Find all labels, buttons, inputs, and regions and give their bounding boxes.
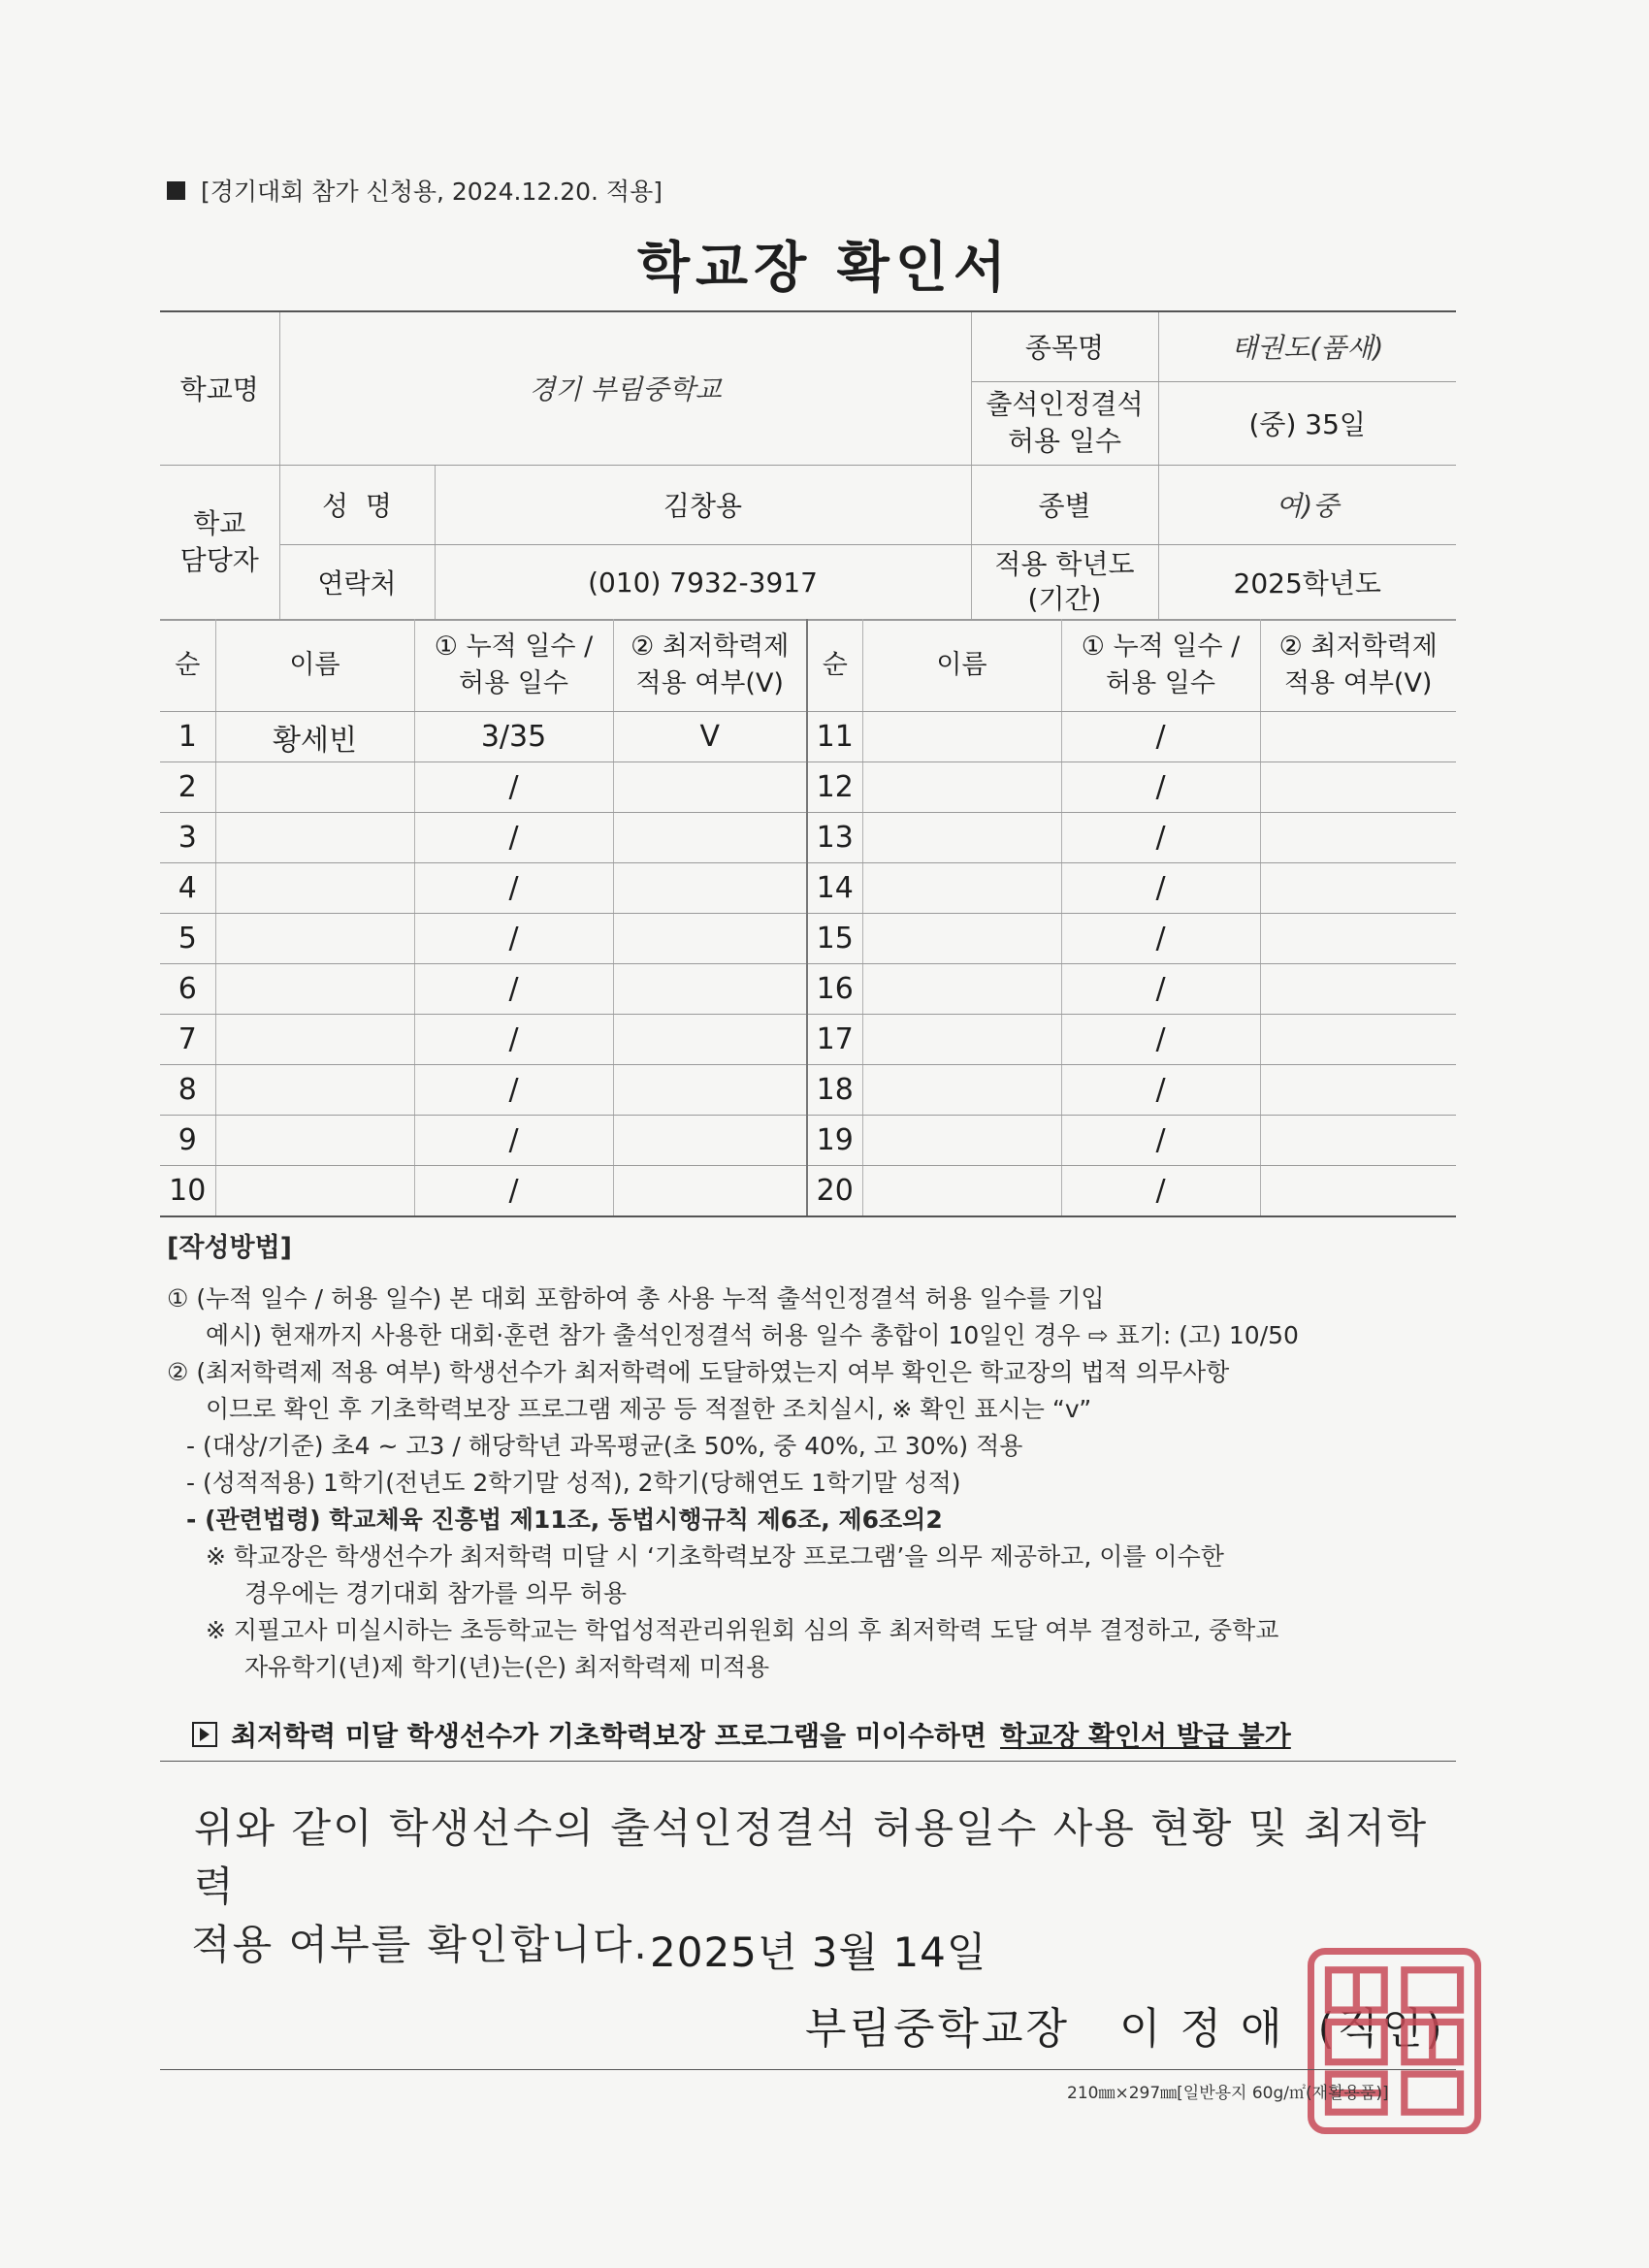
row-min — [1260, 813, 1456, 863]
square-bullet-icon — [167, 181, 185, 200]
writing-guide — [167, 1230, 1457, 1686]
row-min — [613, 863, 807, 914]
principal-signature-line: 부림중학교장 이 정 애 (직인) — [805, 2004, 1445, 2054]
confirm-line-2: 적용 여부를 확인합니다. — [191, 1921, 649, 1968]
row-min — [613, 914, 807, 964]
col-min-left-1: ② 최저학력제 — [630, 632, 790, 662]
header-note — [167, 173, 663, 208]
guide-line-3: ② (최저학력제 적용 여부) 학생선수가 최저학력에 도달하였는지 여부 확인은 학교장의 법적 의무사항 — [167, 1358, 1230, 1386]
guide-line-9: 경우에는 경기대회 참가를 의무 허용 — [244, 1579, 628, 1607]
col-no-right: 순 — [807, 620, 862, 712]
col-no-left: 순 — [160, 620, 215, 712]
row-days: 3/35 — [414, 712, 613, 762]
guide-line-2: 예시) 현재까지 사용한 대회·훈련 참가 출석인정결석 허용 일수 총합이 10일인 경우 ⇨ 표기: (고) 10/50 — [206, 1321, 1299, 1349]
row-name — [215, 1065, 414, 1116]
col-name-right: 이름 — [862, 620, 1061, 712]
row-no: 5 — [160, 914, 215, 964]
row-min — [613, 964, 807, 1015]
col-min-right-2: 적용 여부(V) — [1284, 668, 1433, 698]
col-days-left — [414, 620, 613, 712]
row-no: 7 — [160, 1015, 215, 1065]
year-label — [971, 544, 1158, 620]
row-no: 1 — [160, 712, 215, 762]
row-days: / — [414, 863, 613, 914]
row-name — [862, 1116, 1061, 1166]
year-label-2: (기간) — [1027, 583, 1102, 615]
row-days: / — [414, 1166, 613, 1217]
row-days: / — [414, 813, 613, 863]
row-days: / — [414, 1116, 613, 1166]
guide-line-11: 자유학기(년)제 학기(년)는(은) 최저학력제 미적용 — [244, 1653, 770, 1681]
row-min — [1260, 964, 1456, 1015]
row-days: / — [1061, 1166, 1260, 1217]
table-row — [160, 1116, 1456, 1166]
divider — [160, 1761, 1456, 1762]
row-name — [215, 914, 414, 964]
row-min — [1260, 1116, 1456, 1166]
table-row — [160, 762, 1456, 813]
row-no: 12 — [807, 762, 862, 813]
row-min — [1260, 863, 1456, 914]
row-days: / — [1061, 914, 1260, 964]
row-days: / — [414, 1015, 613, 1065]
col-days-left-1: ① 누적 일수 / — [434, 632, 594, 662]
school-value: 경기 부림중학교 — [279, 311, 971, 465]
row-days: / — [1061, 1116, 1260, 1166]
col-min-right — [1260, 620, 1456, 712]
row-no: 9 — [160, 1116, 215, 1166]
row-days: / — [1061, 964, 1260, 1015]
table-row — [160, 813, 1456, 863]
row-name — [862, 762, 1061, 813]
row-min — [1260, 1015, 1456, 1065]
phone-label: 연락처 — [279, 544, 435, 620]
row-no: 3 — [160, 813, 215, 863]
row-name — [862, 813, 1061, 863]
row-no: 6 — [160, 964, 215, 1015]
school-label: 학교명 — [160, 311, 279, 465]
year-value: 2025학년도 — [1158, 544, 1456, 620]
event-label: 종목명 — [971, 311, 1158, 381]
row-name: 황세빈 — [215, 712, 414, 762]
official-seal-icon — [1308, 1948, 1481, 2134]
row-days: / — [1061, 712, 1260, 762]
row-name — [862, 1166, 1061, 1217]
guide-line-7: - (관련법령) 학교체육 진흥법 제11조, 동법시행규칙 제6조, 제6조의2 — [186, 1506, 943, 1534]
footer-divider — [160, 2069, 1456, 2070]
row-min — [613, 1065, 807, 1116]
table-row — [160, 863, 1456, 914]
row-name — [862, 1015, 1061, 1065]
row-min — [1260, 1065, 1456, 1116]
paper-spec: 210㎜×297㎜[일반용지 60g/㎡(재활용품)] — [1067, 2084, 1389, 2103]
row-min — [1260, 914, 1456, 964]
contact-group-label — [160, 465, 279, 620]
row-name — [215, 964, 414, 1015]
row-name — [862, 712, 1061, 762]
table-row — [160, 712, 1456, 762]
row-days: / — [414, 914, 613, 964]
col-days-right — [1061, 620, 1260, 712]
row-name — [215, 1116, 414, 1166]
col-name-left: 이름 — [215, 620, 414, 712]
row-name — [862, 1065, 1061, 1116]
note-text-a: 최저학력 미달 학생선수가 기초학력보장 프로그램을 미이수하면 — [231, 1720, 987, 1752]
boxed-arrow-icon — [192, 1722, 217, 1747]
name-label: 성 명 — [279, 465, 435, 544]
row-min: V — [613, 712, 807, 762]
table-row — [160, 1015, 1456, 1065]
table-row — [160, 1065, 1456, 1116]
guide-line-1: ① (누적 일수 / 허용 일수) 본 대회 포함하여 총 사용 누적 출석인정결석 허용 일수를 기입 — [167, 1284, 1105, 1312]
contact-group-label-2: 담당자 — [179, 544, 259, 576]
row-no: 11 — [807, 712, 862, 762]
issuance-note — [192, 1715, 1291, 1754]
row-no: 20 — [807, 1166, 862, 1217]
name-value: 김창용 — [435, 465, 971, 544]
contact-group-label-1: 학교 — [193, 507, 246, 539]
row-days: / — [414, 762, 613, 813]
row-days: / — [1061, 1065, 1260, 1116]
row-no: 16 — [807, 964, 862, 1015]
row-name — [862, 914, 1061, 964]
category-value: 여)중 — [1158, 465, 1456, 544]
row-name — [215, 1015, 414, 1065]
row-days: / — [414, 964, 613, 1015]
row-min — [1260, 712, 1456, 762]
col-days-right-2: 허용 일수 — [1106, 668, 1215, 698]
guide-line-10: ※ 지필고사 미실시하는 초등학교는 학업성적관리위원회 심의 후 최저학력 도달 여부 결정하고, 중학교 — [206, 1616, 1279, 1644]
row-no: 17 — [807, 1015, 862, 1065]
row-no: 10 — [160, 1166, 215, 1217]
row-name — [215, 863, 414, 914]
row-name — [215, 762, 414, 813]
row-min — [613, 762, 807, 813]
row-days: / — [1061, 863, 1260, 914]
row-days: / — [1061, 813, 1260, 863]
row-no: 13 — [807, 813, 862, 863]
row-name — [215, 1166, 414, 1217]
row-min — [1260, 762, 1456, 813]
row-min — [1260, 1166, 1456, 1217]
confirm-line-1: 위와 같이 학생선수의 출석인정결석 허용일수 사용 현황 및 최저학력 — [194, 1804, 1429, 1910]
row-min — [613, 1166, 807, 1217]
absence-label-2: 허용 일수 — [1007, 425, 1122, 457]
roster-header-row — [160, 620, 1456, 712]
row-name — [215, 813, 414, 863]
guide-line-6: - (성적적용) 1학기(전년도 2학기말 성적), 2학기(당해연도 1학기말 성적) — [186, 1469, 961, 1497]
row-no: 2 — [160, 762, 215, 813]
row-no: 15 — [807, 914, 862, 964]
table-row — [160, 914, 1456, 964]
col-min-left-2: 적용 여부(V) — [635, 668, 784, 698]
col-min-right-1: ② 최저학력제 — [1278, 632, 1438, 662]
issue-date: 2025년 3월 14일 — [650, 1928, 987, 1976]
col-days-left-2: 허용 일수 — [459, 668, 568, 698]
guide-line-5: - (대상/기준) 초4 ~ 고3 / 해당학년 과목평균(초 50%, 중 40%, 고 30%) 적용 — [186, 1432, 1023, 1460]
row-no: 19 — [807, 1116, 862, 1166]
header-note-text: [경기대회 참가 신청용, 2024.12.20. 적용] — [201, 178, 663, 206]
row-min — [613, 813, 807, 863]
table-row — [160, 1166, 1456, 1217]
col-min-left — [613, 620, 807, 712]
row-days: / — [1061, 762, 1260, 813]
roster-table — [160, 619, 1456, 1217]
row-min — [613, 1015, 807, 1065]
row-no: 4 — [160, 863, 215, 914]
guide-title: [작성방법] — [167, 1233, 293, 1263]
row-days: / — [1061, 1015, 1260, 1065]
table-row — [160, 964, 1456, 1015]
row-name — [862, 964, 1061, 1015]
col-days-right-1: ① 누적 일수 / — [1081, 632, 1241, 662]
event-value: 태권도(품새) — [1158, 311, 1456, 381]
row-no: 14 — [807, 863, 862, 914]
page-title: 학교장 확인서 — [636, 237, 1013, 300]
info-table — [160, 310, 1456, 621]
row-days: / — [414, 1065, 613, 1116]
row-name — [862, 863, 1061, 914]
row-min — [613, 1116, 807, 1166]
category-label: 종별 — [971, 465, 1158, 544]
guide-line-4: 이므로 확인 후 기초학력보장 프로그램 제공 등 적절한 조치실시, ※ 확인 표시는 “v” — [206, 1395, 1092, 1423]
guide-line-8: ※ 학교장은 학생선수가 최저학력 미달 시 ‘기초학력보장 프로그램’을 의무 제공하고, 이를 이수한 — [206, 1542, 1224, 1571]
year-label-1: 적용 학년도 — [994, 548, 1135, 580]
absence-label-1: 출석인정결석 — [986, 388, 1144, 420]
note-text-b: 학교장 확인서 발급 불가 — [1000, 1720, 1291, 1752]
row-no: 18 — [807, 1065, 862, 1116]
phone-value: (010) 7932-3917 — [435, 544, 971, 620]
row-no: 8 — [160, 1065, 215, 1116]
absence-label — [971, 381, 1158, 465]
absence-value: (중) 35일 — [1158, 381, 1456, 465]
